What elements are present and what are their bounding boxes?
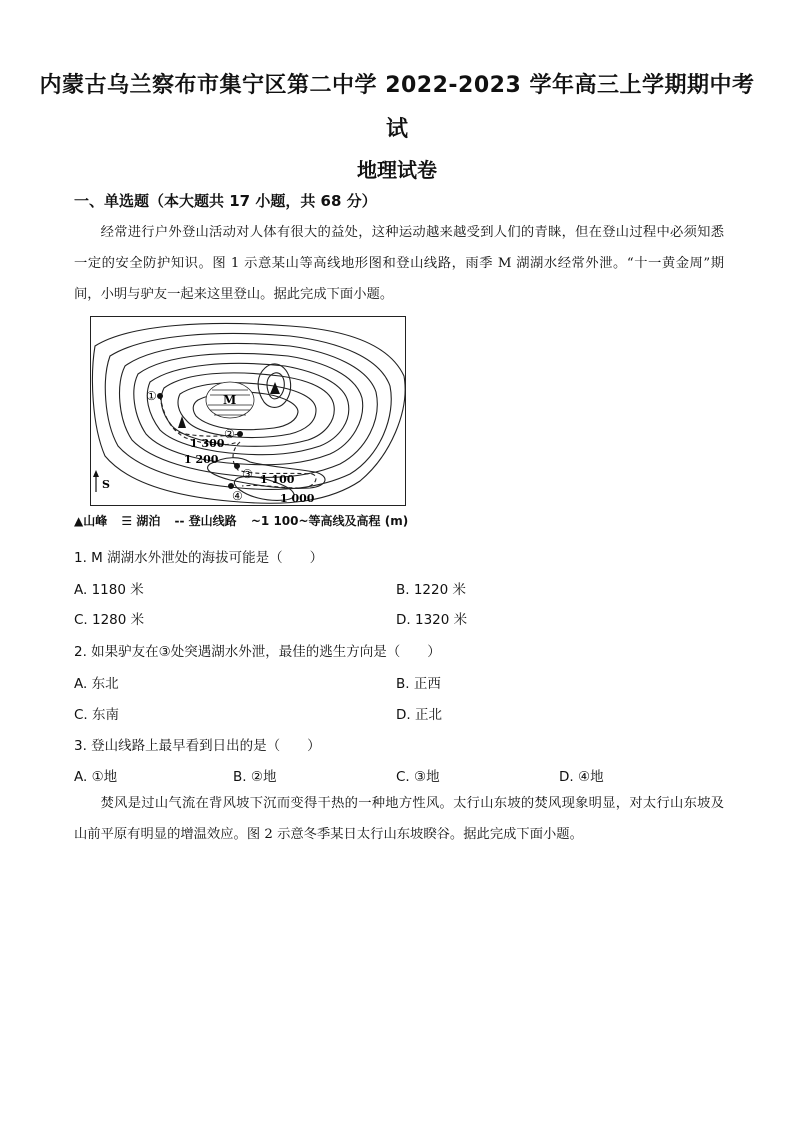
legend-route: -- 登山线路 <box>174 514 237 528</box>
figure-legend <box>74 512 418 529</box>
point-4-label: ④ <box>232 489 243 503</box>
question-2-option-b: B. 正西 <box>396 676 441 692</box>
question-1-option-c: C. 1280 米 <box>74 612 145 628</box>
question-3-stem: 3. 登山线路上最早看到日出的是（ ） <box>74 738 321 754</box>
question-2-option-d: D. 正北 <box>396 707 442 723</box>
question-2-option-a: A. 东北 <box>74 676 119 692</box>
question-1-option-a: A. 1180 米 <box>74 582 144 598</box>
question-2-option-c: C. 东南 <box>74 707 120 723</box>
question-1-option-d: D. 1320 米 <box>396 612 468 628</box>
passage-1: 经常进行户外登山活动对人体有很大的益处，这种运动越来越受到人们的青睐，但在登山过程中必须知悉一定的安全防护知识。图 1 示意某山等高线地形图和登山线路，雨季 M 湖湖水经常外泄。“十一黄金周”期间，小明与驴友一起来这里登山。据此完成下面小题。 <box>74 225 724 302</box>
peak-icon <box>270 382 280 394</box>
exam-subtitle: 地理试卷 <box>357 158 437 182</box>
question-2-stem: 2. 如果驴友在③处突遇湖水外泄，最佳的逃生方向是（ ） <box>74 644 441 660</box>
north-label: S <box>102 478 110 491</box>
lake-label: M <box>223 393 237 407</box>
section-heading: 一、单选题（本大题共 17 小题，共 68 分） <box>74 192 377 210</box>
question-3-option-a: A. ①地 <box>74 769 118 785</box>
passage-2: 焚风是过山气流在背风坡下沉而变得干热的一种地方性风。太行山东坡的焚风现象明显，对太行山东坡及山前平原有明显的增温效应。图 2 示意冬季某日太行山东坡睽谷。据此完成下面小题。 <box>74 796 724 842</box>
peak-icon <box>178 416 186 428</box>
legend-contour: ~1 100~等高线及高程 (m) <box>250 514 409 528</box>
question-3-option-b: B. ②地 <box>233 769 277 785</box>
contour-label: 1 100 <box>260 473 295 486</box>
contour-label: 1 000 <box>280 492 315 505</box>
north-arrow-icon <box>93 470 99 492</box>
point-2-label: ② <box>224 427 235 441</box>
legend-peak: ▲山峰 <box>74 514 108 528</box>
exam-title-line1: 内蒙古乌兰察布市集宁区第二中学 2022-2023 学年高三上学期期中考 <box>39 73 755 98</box>
exam-title-line2: 试 <box>385 117 408 142</box>
point-1-label: ① <box>146 389 157 403</box>
contour-map-figure <box>90 316 406 506</box>
point-3-label: ③ <box>242 467 253 481</box>
question-3-option-c: C. ③地 <box>396 769 440 785</box>
legend-lake: ☰ 湖泊 <box>121 514 161 528</box>
question-1-stem: 1. M 湖湖水外泄处的海拔可能是（ ） <box>74 550 324 566</box>
contour-label: 1 300 <box>190 437 225 450</box>
question-1-option-b: B. 1220 米 <box>396 582 466 598</box>
contour-label: 1 200 <box>184 453 219 466</box>
question-3-option-d: D. ④地 <box>559 769 604 785</box>
